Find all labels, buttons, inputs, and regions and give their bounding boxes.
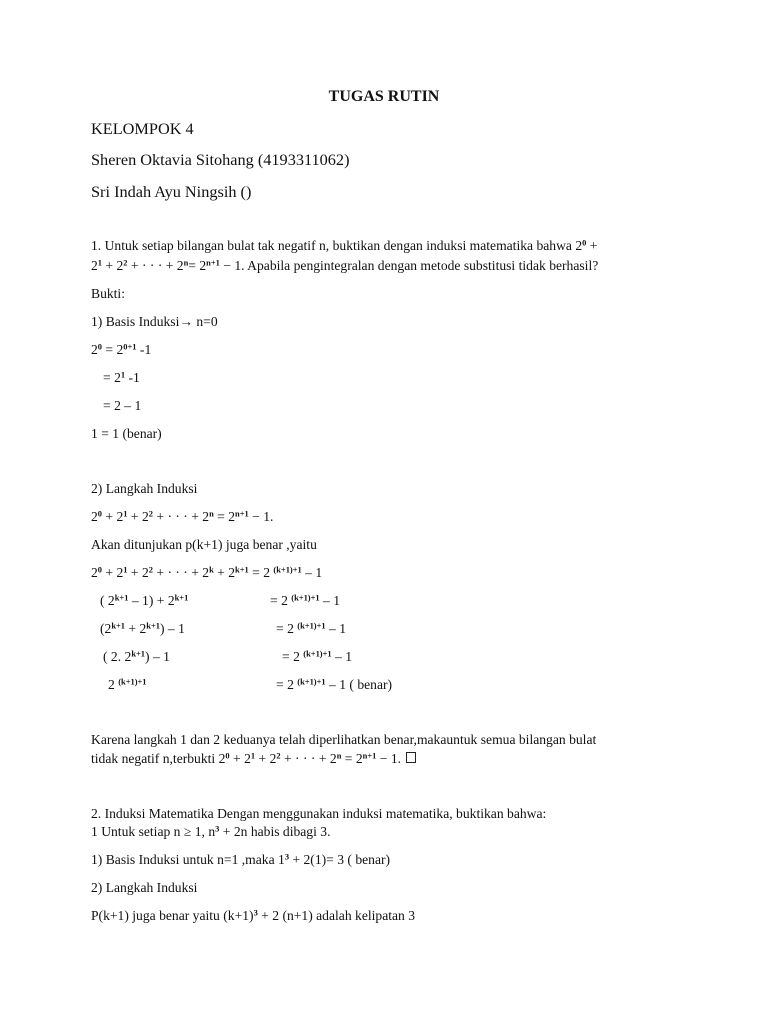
step-line-3-lhs: $(2^{k+1} + 2^{k+1}) - 1$ [100,620,185,636]
step-heading: 2) Langkah Induksi [91,481,198,496]
conclusion-line-1: Karena langkah 1 dan 2 keduanya telah diperlihatkan benar,makauntuk semua bilangan bulat [91,732,597,747]
member-2: Sri Indah Ayu Ningsih () [91,182,252,201]
step-line-2-rhs: = 2 $^{(k+1)+1}$ – 1 [270,592,340,608]
akan-ditunjukan: Akan ditunjukan p(k+1) juga benar ,yaitu [91,537,317,552]
basis-heading: 1) Basis Induksi→ n=0 [91,314,218,329]
step-line-2-lhs: ( $2^{k+1} - 1) + 2^{k+1}$ [100,592,189,608]
document-title: TUGAS RUTIN [328,88,440,105]
step-line-5-lhs: 2 $^{(k+1)+1}$ [108,676,147,692]
group-label: KELOMPOK 4 [91,119,194,138]
basis-line-2: = $2^1$ -1 [103,369,140,385]
problem2-basis: 1) Basis Induksi untuk n=1 ,maka $1^3 + 2(1)= 3$ ( benar) [91,851,391,867]
problem2-step-heading: 2) Langkah Induksi [91,880,198,895]
step-line-4-rhs: = 2 $^{(k+1)+1}$ – 1 [282,648,352,664]
step-line-5-rhs: = 2 $^{(k+1)+1}$ – 1 ( benar) [276,676,393,692]
problem1-prompt-line1: 1. Untuk setiap bilangan bulat tak negatif n, buktikan dengan induksi matematika bahwa $2^0$ + [91,237,598,253]
right-arrow-icon: → [179,314,193,329]
member-1: Sheren Oktavia Sitohang (4193311062) [91,150,350,169]
step-line-4-lhs: ( 2. $2^{k+1}) - 1$ [103,648,170,664]
step-line-3-rhs: = 2 $^{(k+1)+1}$ – 1 [276,620,346,636]
problem2-claim: 1 Untuk setiap n ≥ 1, $n^3 + 2n$ habis dibagi 3. [91,823,331,839]
step-line-1: $2^0 + 2^1 + 2^2$ + · · · + $2^k + 2^{k+1} = 2$ $^{(k+1)+1}$ – 1 [91,564,323,580]
problem2-step-claim: P(k+1) juga benar yaitu $(k+1)^3 + 2$ (n+1) adalah kelipatan 3 [91,907,416,923]
basis-line-3: = 2 – 1 [103,398,142,413]
problem1-prompt-line2: $2^1 + 2^2$ + · · · + $2^n= 2^{n+1} - 1$. Apabila pengintegralan dengan metode substitusi tidak berhasil? [91,257,599,273]
qed-box-icon [406,752,416,763]
step-equation: $2^0 + 2^1 + 2^2$ + · · · + $2^n = 2^{n+1} - 1$. [91,508,274,524]
bukti-label: Bukti: [91,286,125,301]
problem2-intro: 2. Induksi Matematika Dengan menggunakan induksi matematika, buktikan bahwa: [91,806,547,821]
conclusion-line-2: tidak negatif n,terbukti $2^0 + 2^1 + 2^2$ + · · · + $2^n = 2^{n+1} - 1$. [91,750,416,768]
basis-line-1: $2^0 = 2^{0+1}$ -1 [91,341,152,357]
basis-line-4: 1 = 1 (benar) [91,426,162,441]
